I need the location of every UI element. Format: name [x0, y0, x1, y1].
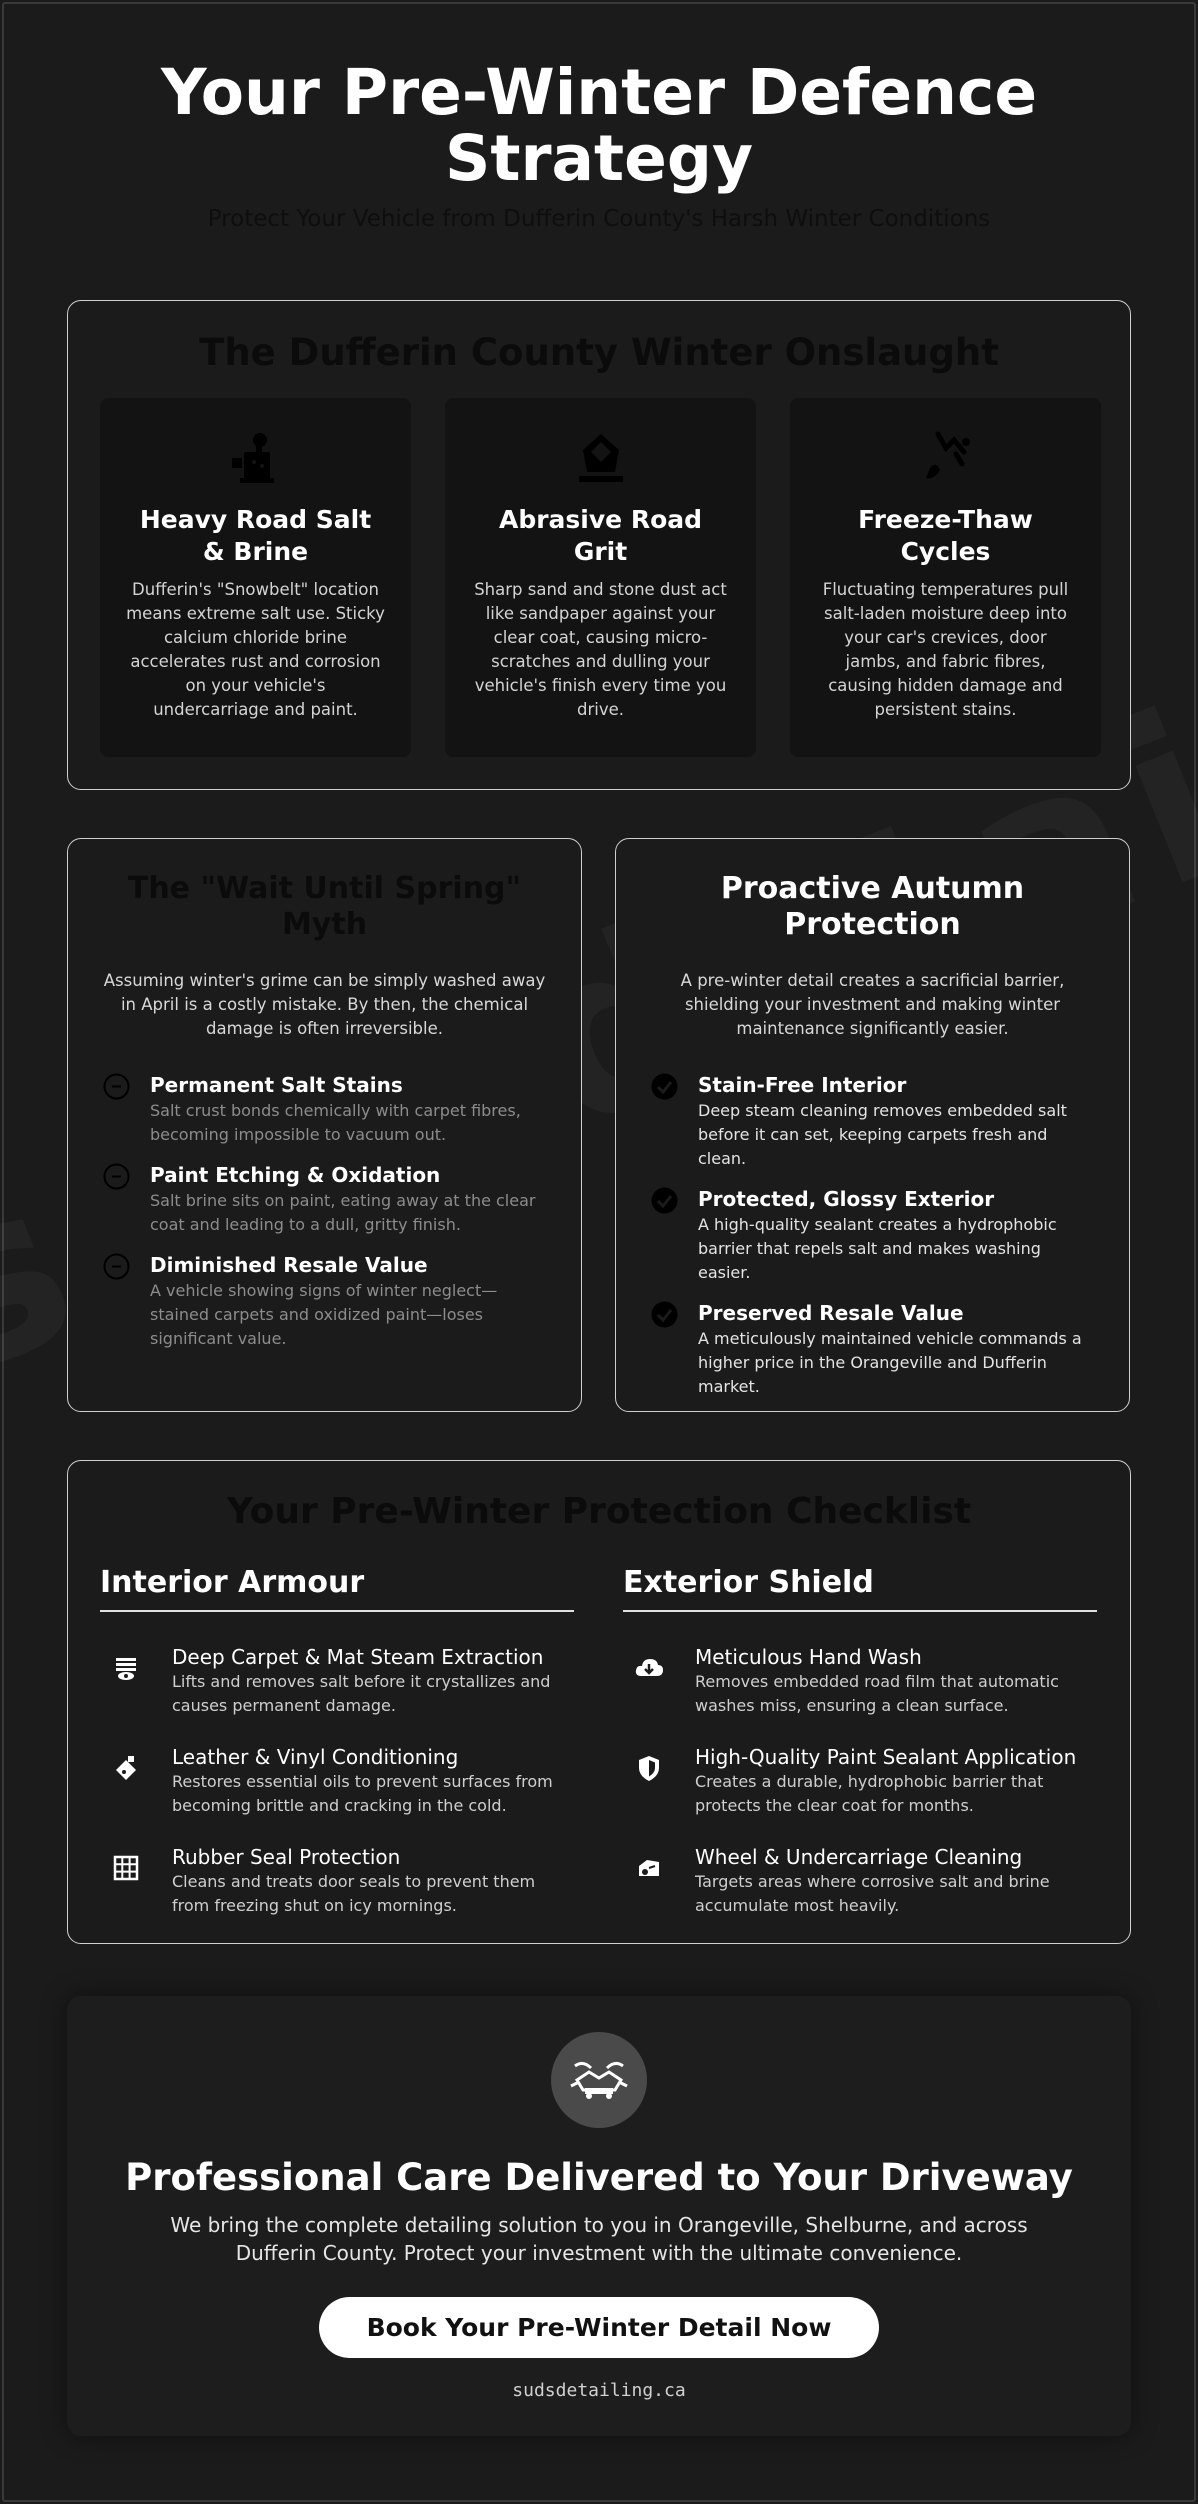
benefit-list [648, 1071, 1097, 1399]
list-item-title: Diminished Resale Value [150, 1253, 428, 1277]
wheel-wash-icon [633, 1852, 665, 1884]
section-intro: Assuming winter's grime can be simply washed away in April is a costly mistake. By then, the chemical damage is often irreversible. [103, 971, 546, 1038]
section-title: Proactive Autumn Protection [720, 871, 1025, 942]
checklist-item-text: Restores essential oils to prevent surfaces from becoming brittle and cracking in the cold. [172, 1772, 553, 1815]
list-item-text: Deep steam cleaning removes embedded salt before it can set, keeping carpets fresh and clean. [698, 1101, 1067, 1168]
threat-card-salt [100, 398, 411, 757]
checklist-item-text: Creates a durable, hydrophobic barrier that protects the clear coat for months. [695, 1772, 1044, 1815]
threat-text: Dufferin's "Snowbelt" location means extreme salt use. Sticky calcium chloride brine accelerates rust and corrosion on your vehicle's undercarriage and paint. [126, 580, 385, 719]
list-item-title: Protected, Glossy Exterior [698, 1187, 995, 1211]
book-detail-button[interactable]: Book Your Pre-Winter Detail Now [319, 2297, 880, 2358]
threat-title: Freeze-Thaw Cycles [858, 505, 1033, 566]
threat-text: Sharp sand and stone dust act like sandpaper against your clear coat, causing micro-scratches and dulling your vehicle's finish every time you drive. [474, 580, 727, 719]
list-item-text: Salt brine sits on paint, eating away at the clear coat and leading to a dull, gritty finish. [150, 1191, 536, 1234]
seal-grid-icon [110, 1852, 142, 1884]
list-item-title: Stain-Free Interior [698, 1073, 907, 1097]
minus-circle-icon [103, 1073, 130, 1100]
proactive-protection-section [615, 838, 1130, 1412]
checklist-item [623, 1644, 1097, 1715]
checklist-item [623, 1844, 1097, 1915]
list-item-text: A meticulously maintained vehicle commands a higher price in the Orangeville and Dufferin market. [698, 1329, 1082, 1396]
checklist-item-text: Removes embedded road film that automatic washes miss, ensuring a clean surface. [695, 1672, 1059, 1715]
checklist-item [100, 1844, 574, 1915]
checklist-item-text: Cleans and treats door seals to prevent them from freezing shut on icy mornings. [172, 1872, 536, 1915]
list-item [100, 1251, 549, 1351]
freeze-thaw-icon [916, 428, 976, 488]
grit-pile-icon [571, 428, 631, 488]
protection-checklist-section [67, 1460, 1131, 1944]
cloud-wash-icon [633, 1652, 665, 1684]
list-item-title: Permanent Salt Stains [150, 1073, 403, 1097]
column-heading: Interior Armour [100, 1565, 574, 1612]
list-item-title: Preserved Resale Value [698, 1301, 964, 1325]
threat-title: Abrasive Road Grit [498, 505, 703, 566]
list-item [648, 1185, 1097, 1285]
section-title: Your Pre-Winter Protection Checklist [226, 1491, 972, 1532]
list-item [648, 1071, 1097, 1171]
column-heading: Exterior Shield [623, 1565, 1097, 1612]
handshake-car-icon [551, 2032, 647, 2128]
shield-icon [633, 1752, 665, 1784]
cta-text: We bring the complete detailing solution to you in Orangeville, Shelburne, and across Dufferin County. Protect your investment with the ultimate convenience. [170, 2213, 1028, 2265]
wait-until-spring-section [67, 838, 582, 1412]
threat-card-grit [445, 398, 756, 757]
conditioner-bottle-icon [110, 1752, 142, 1784]
section-title: The Dufferin County Winter Onslaught [199, 331, 999, 374]
checklist-item-title: Wheel & Undercarriage Cleaning [695, 1845, 1023, 1869]
hero [0, 56, 1198, 232]
checklist-item-title: High-Quality Paint Sealant Application [695, 1745, 1077, 1769]
checklist-item [100, 1644, 574, 1715]
threat-title: Heavy Road Salt & Brine [139, 505, 372, 566]
section-intro: A pre-winter detail creates a sacrificial barrier, shielding your investment and making winter maintenance significantly easier. [680, 971, 1065, 1038]
check-circle-icon [651, 1073, 678, 1100]
list-item-title: Paint Etching & Oxidation [150, 1163, 441, 1187]
threat-card-freeze-thaw [790, 398, 1101, 757]
threat-text: Fluctuating temperatures pull salt-laden moisture deep into your car's crevices, door jambs, and fabric fibres, causing hidden damage and persistent stains. [822, 580, 1069, 719]
list-item-text: A high-quality sealant creates a hydrophobic barrier that repels salt and makes washing easier. [698, 1215, 1057, 1282]
list-item-text: Salt crust bonds chemically with carpet fibres, becoming impossible to vacuum out. [150, 1101, 521, 1144]
list-item [648, 1299, 1097, 1399]
checklist-item-text: Lifts and removes salt before it crystallizes and causes permanent damage. [172, 1672, 551, 1715]
checklist-item [623, 1744, 1097, 1815]
list-item [100, 1071, 549, 1147]
risk-list [100, 1071, 549, 1351]
interior-armour-column [100, 1565, 574, 1915]
checklist-item-title: Meticulous Hand Wash [695, 1645, 922, 1669]
list-item [100, 1161, 549, 1237]
list-item-text: A vehicle showing signs of winter neglect—stained carpets and oxidized paint—loses significant value. [150, 1281, 498, 1348]
call-to-action-section [67, 1996, 1131, 2436]
exterior-shield-column [623, 1565, 1097, 1915]
page-title: Your Pre-Winter Defence Strategy [160, 56, 1038, 195]
checklist-item-title: Leather & Vinyl Conditioning [172, 1745, 459, 1769]
minus-circle-icon [103, 1163, 130, 1190]
cta-title: Professional Care Delivered to Your Driveway [125, 2156, 1073, 2199]
steam-extraction-icon [110, 1652, 142, 1684]
salt-shaker-icon [226, 428, 286, 488]
check-circle-icon [651, 1301, 678, 1328]
check-circle-icon [651, 1187, 678, 1214]
checklist-item-title: Deep Carpet & Mat Steam Extraction [172, 1645, 544, 1669]
winter-onslaught-section [67, 300, 1131, 790]
minus-circle-icon [103, 1253, 130, 1280]
page-subtitle: Protect Your Vehicle from Dufferin County's Harsh Winter Conditions [207, 206, 991, 232]
checklist-item [100, 1744, 574, 1815]
website-link[interactable]: sudsdetailing.ca [512, 2380, 686, 2401]
section-title: The "Wait Until Spring" Myth [127, 871, 522, 942]
checklist-item-text: Targets areas where corrosive salt and brine accumulate most heavily. [695, 1872, 1050, 1915]
checklist-item-title: Rubber Seal Protection [172, 1845, 401, 1869]
